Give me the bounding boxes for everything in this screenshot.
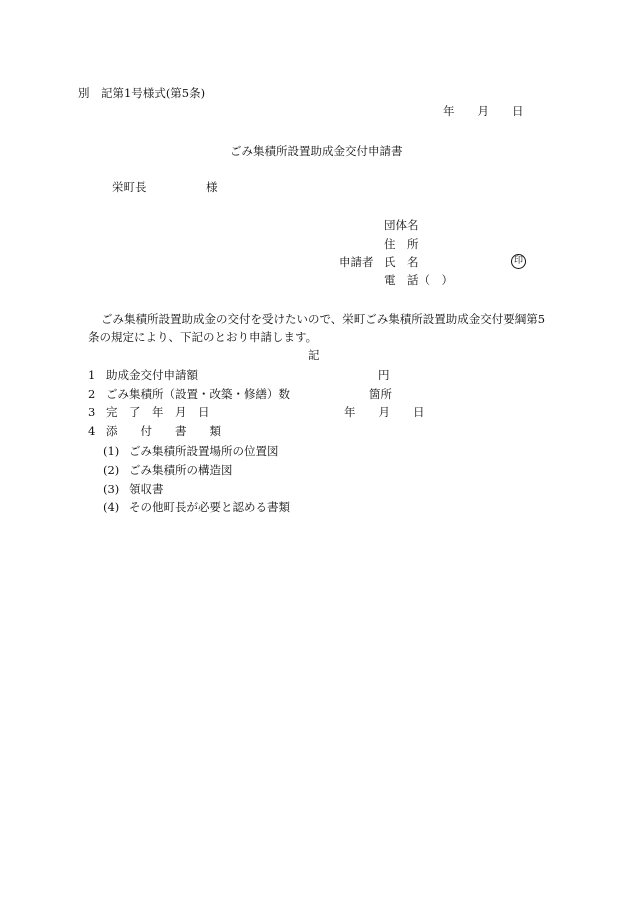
- attachment-3-no: (3): [103, 482, 120, 496]
- applicant-label: 申請者: [339, 255, 374, 269]
- item-2-value: 箇所: [369, 387, 392, 401]
- attachment-4-no: (4): [103, 500, 120, 514]
- date-line: 年 月 日: [443, 104, 524, 118]
- applicant-phone: 電 話（ ）: [384, 273, 453, 287]
- document-title: ごみ集積所設置助成金交付申請書: [230, 144, 403, 158]
- applicant-address: 住 所: [384, 237, 419, 251]
- item-3-value: 年 月 日: [344, 405, 425, 419]
- attachment-2-label: ごみ集積所の構造図: [129, 463, 233, 477]
- item-2-label: ごみ集積所（設置・改築・修繕）数: [106, 387, 290, 401]
- attachment-4-label: その他町長が必要と認める書類: [129, 500, 290, 514]
- attachment-1-label: ごみ集積所設置場所の位置図: [129, 444, 279, 458]
- item-1-no: 1: [88, 368, 96, 382]
- item-3-no: 3: [88, 405, 96, 419]
- attachment-1-no: (1): [103, 444, 120, 458]
- item-3-label: 完 了 年 月 日: [106, 405, 210, 419]
- body-line-1: ごみ集積所設置助成金の交付を受けたいので、栄町ごみ集積所設置助成金交付要綱第5: [101, 312, 546, 326]
- ki-heading: 記: [308, 348, 320, 362]
- attachment-2-no: (2): [103, 463, 120, 477]
- item-4-label: 添 付 書 類: [106, 424, 221, 438]
- seal-icon: 印: [511, 254, 526, 269]
- item-4-no: 4: [88, 424, 96, 438]
- applicant-group-name: 団体名: [384, 218, 419, 232]
- body-line-2: 条の規定により、下記のとおり申請します。: [88, 330, 318, 344]
- addressee-suffix: 様: [206, 180, 218, 194]
- addressee: 栄町長: [112, 180, 147, 194]
- item-2-no: 2: [88, 387, 96, 401]
- item-1-label: 助成金交付申請額: [106, 368, 198, 382]
- applicant-name: 氏 名: [384, 255, 419, 269]
- form-id: 別 記第1号様式(第5条): [78, 86, 206, 100]
- attachment-3-label: 領収書: [129, 482, 164, 496]
- item-1-value: 円: [378, 368, 390, 382]
